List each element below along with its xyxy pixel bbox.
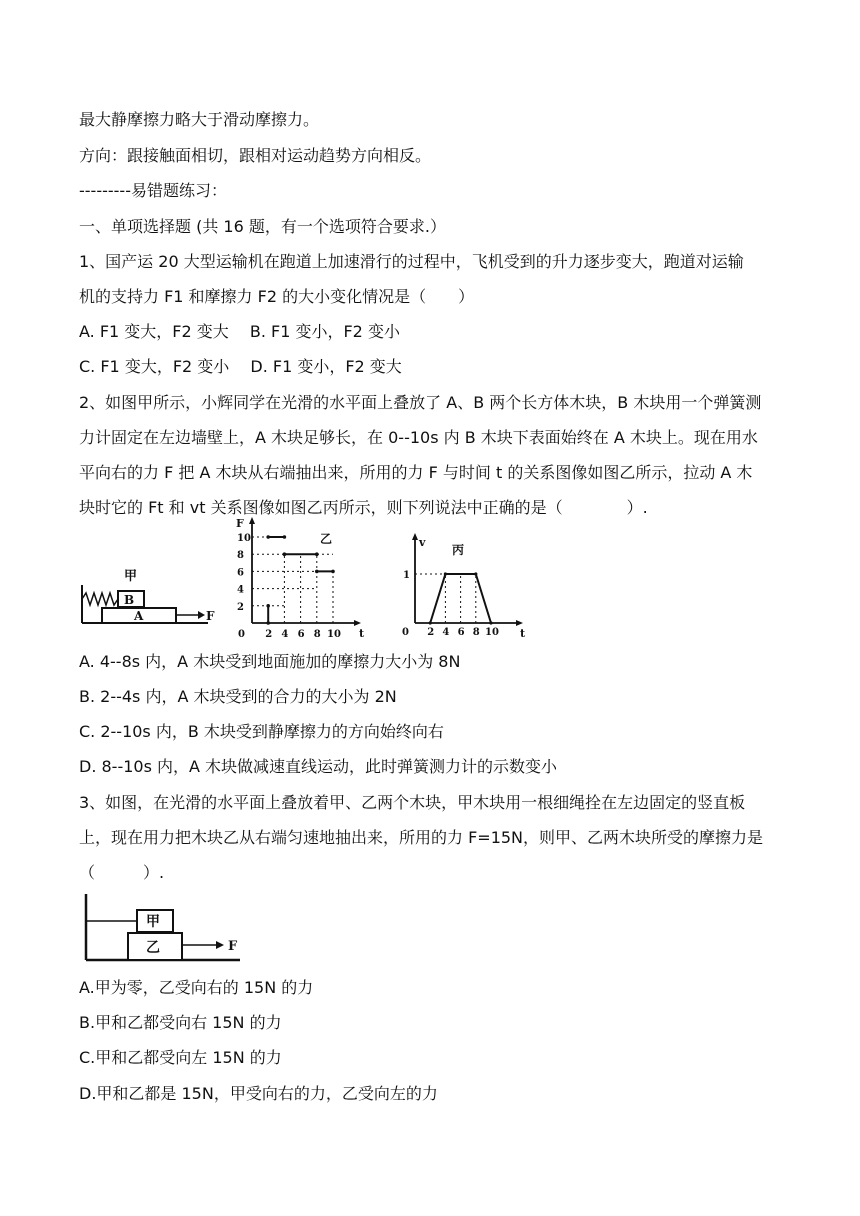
axis-arrow xyxy=(249,517,255,524)
spring-icon xyxy=(82,593,118,605)
question-3-option-c: C.甲和乙都受向左 15N 的力 xyxy=(79,1048,282,1067)
x-tick-label: 6 xyxy=(297,629,305,640)
chart-title: 乙 xyxy=(320,532,333,546)
y-tick-label: 2 xyxy=(237,601,244,613)
x-axis-label: t xyxy=(520,627,526,640)
data-point xyxy=(315,570,319,574)
x-tick-label: 0 xyxy=(402,627,409,638)
question-3-option-a: A.甲为零，乙受向右的 15N 的力 xyxy=(79,978,314,997)
section-heading: 一、单项选择题 (共 16 题，有一个选项符合要求.） xyxy=(79,217,446,236)
x-axis-label: t xyxy=(359,627,365,640)
block-a-label: A xyxy=(134,609,144,623)
chart-yi xyxy=(228,515,368,640)
axis-arrow xyxy=(354,620,361,626)
block-yi-label: 乙 xyxy=(146,940,160,956)
data-point xyxy=(283,535,287,539)
block-b-label: B xyxy=(124,593,135,607)
question-2-stem: 块时它的 Ft 和 vt 关系图像如图乙丙所示，则下列说法中正确的是（ ）. xyxy=(79,498,648,517)
question-3-option-b: B.甲和乙都受向右 15N 的力 xyxy=(79,1013,282,1032)
axis-arrow xyxy=(516,620,523,626)
section-divider-heading: ---------易错题练习： xyxy=(79,181,227,200)
data-point xyxy=(444,572,447,575)
y-axis-label: F xyxy=(236,517,244,530)
x-tick-label: 8 xyxy=(313,629,321,640)
data-point xyxy=(283,552,287,556)
y-tick-label: 1 xyxy=(403,570,410,581)
chart-bing xyxy=(395,530,530,640)
question-3-option-d: D.甲和乙都是 15N，甲受向右的力，乙受向左的力 xyxy=(79,1084,438,1103)
question-2-option-a: A. 4--8s 内，A 木块受到地面施加的摩擦力大小为 8N xyxy=(79,652,461,671)
data-point xyxy=(489,621,492,624)
y-tick-label: 4 xyxy=(237,584,244,596)
x-tick-label: 6 xyxy=(457,627,465,638)
data-point xyxy=(266,604,270,608)
question-2-option-c: C. 2--10s 内，B 木块受到静摩擦力的方向始终向右 xyxy=(79,722,444,741)
x-tick-label: 4 xyxy=(281,629,289,640)
question-3-stem: 上，现在用力把木块乙从右端匀速地抽出来，所用的力 F=15N，则甲、乙两木块所受的摩擦力是 xyxy=(79,828,764,847)
data-point xyxy=(266,535,270,539)
force-label: F xyxy=(228,939,238,954)
question-1-options: C. F1 变大，F2 变小 D. F1 变小，F2 变大 xyxy=(79,357,402,376)
text-line: 最大静摩擦力略大于滑动摩擦力。 xyxy=(79,110,320,129)
question-3-stem: （ ）. xyxy=(79,863,165,882)
text-line: 方向：跟接触面相切，跟相对运动趋势方向相反。 xyxy=(79,146,432,165)
y-axis-label: v xyxy=(419,536,426,549)
chart-title: 丙 xyxy=(452,543,465,557)
data-point xyxy=(474,572,477,575)
x-tick-label: 10 xyxy=(327,629,341,640)
y-tick-label: 10 xyxy=(237,533,251,544)
figure-jia xyxy=(78,565,218,630)
y-tick-label: 8 xyxy=(237,550,244,562)
figure-q3 xyxy=(80,890,250,965)
data-point xyxy=(315,552,319,556)
x-tick-label: 8 xyxy=(472,627,480,638)
force-label: F xyxy=(206,609,215,623)
question-2-stem: 平向右的力 F 把 A 木块从右端抽出来，所用的力 F 与时间 t 的关系图像如图乙所示，拉动 A 木 xyxy=(79,463,753,482)
x-tick-label: 4 xyxy=(442,627,450,638)
data-point xyxy=(266,621,270,625)
x-tick-label: 2 xyxy=(265,629,273,640)
question-2-option-b: B. 2--4s 内，A 木块受到的合力的大小为 2N xyxy=(79,687,397,706)
x-tick-label: 10 xyxy=(485,627,499,638)
y-tick-label: 6 xyxy=(237,567,244,579)
question-1-stem: 1、国产运 20 大型运输机在跑道上加速滑行的过程中，飞机受到的升力逐步变大，跑道对运输 xyxy=(79,252,744,271)
question-2-stem: 力计固定在左边墙壁上，A 木块足够长，在 0--10s 内 B 木块下表面始终在 A 木块上。现在用水 xyxy=(79,428,758,447)
question-2-stem: 2、如图甲所示，小辉同学在光滑的水平面上叠放了 A、B 两个长方体木块，B 木块用一个弹簧测 xyxy=(79,393,762,412)
figure-jia-title: 甲 xyxy=(124,569,138,584)
block-jia-label: 甲 xyxy=(146,914,160,930)
question-1-options: A. F1 变大，F2 变大 B. F1 变小，F2 变小 xyxy=(79,322,400,341)
question-2-option-d: D. 8--10s 内，A 木块做减速直线运动，此时弹簧测力计的示数变小 xyxy=(79,757,558,776)
x-tick-label: 0 xyxy=(238,629,245,640)
axis-arrow xyxy=(412,533,418,540)
data-point xyxy=(331,570,335,574)
question-3-stem: 3、如图，在光滑的水平面上叠放着甲、乙两个木块，甲木块用一根细绳拴在左边固定的竖直板 xyxy=(79,793,746,812)
x-tick-label: 2 xyxy=(427,627,435,638)
data-point xyxy=(429,621,432,624)
question-1-stem: 机的支持力 F1 和摩擦力 F2 的大小变化情况是（ ） xyxy=(79,287,475,306)
